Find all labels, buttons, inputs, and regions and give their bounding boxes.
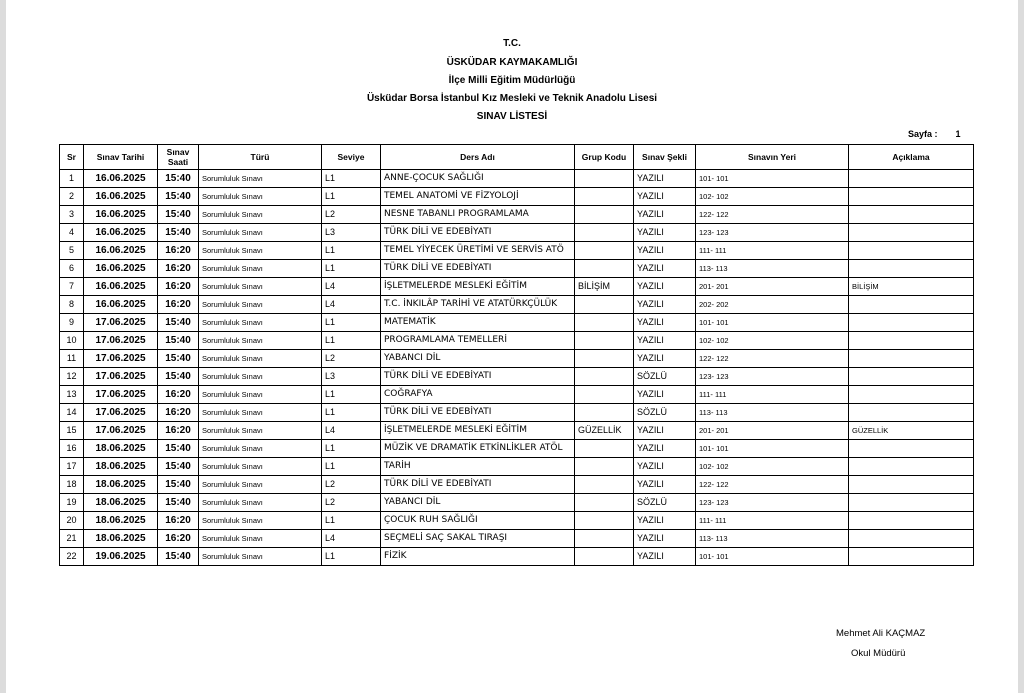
cell-grup-kodu xyxy=(575,476,634,494)
col-grup-kodu: Grup Kodu xyxy=(575,145,634,170)
col-sinav-sekli: Sınav Şekli xyxy=(634,145,696,170)
cell-turu: Sorumluluk Sınavı xyxy=(199,422,322,440)
table-row xyxy=(60,386,974,404)
cell-sr: 9 xyxy=(60,314,84,332)
cell-grup-kodu xyxy=(575,548,634,566)
header-list-title: SINAV LİSTESİ xyxy=(476,111,548,122)
cell-sinav-saati: 16:20 xyxy=(158,296,199,314)
cell-sinavin-yeri: 101- 101 xyxy=(696,548,849,566)
cell-turu: Sorumluluk Sınavı xyxy=(199,440,322,458)
cell-sinavin-yeri: 122- 122 xyxy=(696,206,849,224)
cell-sinav-tarihi: 16.06.2025 xyxy=(84,278,158,296)
cell-aciklama: BİLİŞİM xyxy=(849,278,974,296)
cell-sinav-saati: 15:40 xyxy=(158,548,199,566)
cell-sinav-saati: 16:20 xyxy=(158,422,199,440)
cell-sr: 22 xyxy=(60,548,84,566)
cell-aciklama xyxy=(849,386,974,404)
cell-sinav-tarihi: 17.06.2025 xyxy=(84,404,158,422)
cell-sinav-tarihi: 16.06.2025 xyxy=(84,206,158,224)
cell-sr: 2 xyxy=(60,188,84,206)
cell-sinav-sekli: YAZILI xyxy=(634,206,696,224)
cell-sinav-tarihi: 18.06.2025 xyxy=(84,440,158,458)
cell-sr: 13 xyxy=(60,386,84,404)
cell-sr: 14 xyxy=(60,404,84,422)
cell-grup-kodu xyxy=(575,206,634,224)
table-row xyxy=(60,422,974,440)
cell-sinav-sekli: YAZILI xyxy=(634,332,696,350)
cell-sr: 11 xyxy=(60,350,84,368)
cell-ders-adi: YABANCI DİL xyxy=(381,494,575,512)
cell-sinav-sekli: YAZILI xyxy=(634,170,696,188)
cell-sinav-tarihi: 17.06.2025 xyxy=(84,332,158,350)
cell-sr: 10 xyxy=(60,332,84,350)
cell-seviye: L1 xyxy=(322,242,381,260)
cell-aciklama xyxy=(849,368,974,386)
cell-sinav-saati: 16:20 xyxy=(158,260,199,278)
cell-sinav-saati: 15:40 xyxy=(158,206,199,224)
cell-turu: Sorumluluk Sınavı xyxy=(199,368,322,386)
cell-turu: Sorumluluk Sınavı xyxy=(199,494,322,512)
cell-grup-kodu xyxy=(575,494,634,512)
col-sinavin-yeri: Sınavın Yeri xyxy=(696,145,849,170)
cell-sinav-tarihi: 17.06.2025 xyxy=(84,386,158,404)
cell-sinav-saati: 15:40 xyxy=(158,458,199,476)
cell-ders-adi: SEÇMELİ SAÇ SAKAL TIRAŞI xyxy=(381,530,575,548)
cell-grup-kodu: BİLİŞİM xyxy=(575,278,634,296)
cell-aciklama xyxy=(849,242,974,260)
cell-ders-adi: TÜRK DİLİ VE EDEBİYATI xyxy=(381,224,575,242)
cell-aciklama xyxy=(849,548,974,566)
table-row xyxy=(60,512,974,530)
cell-ders-adi: TEMEL ANATOMİ VE FİZYOLOJİ xyxy=(381,188,575,206)
cell-sinav-sekli: SÖZLÜ xyxy=(634,404,696,422)
cell-seviye: L1 xyxy=(322,260,381,278)
cell-sinav-tarihi: 18.06.2025 xyxy=(84,530,158,548)
cell-sinav-saati: 16:20 xyxy=(158,512,199,530)
cell-seviye: L1 xyxy=(322,548,381,566)
cell-turu: Sorumluluk Sınavı xyxy=(199,188,322,206)
cell-sr: 17 xyxy=(60,458,84,476)
cell-turu: Sorumluluk Sınavı xyxy=(199,476,322,494)
cell-turu: Sorumluluk Sınavı xyxy=(199,242,322,260)
cell-sinavin-yeri: 113- 113 xyxy=(696,260,849,278)
cell-grup-kodu xyxy=(575,386,634,404)
header-tc: T.C. xyxy=(503,38,521,49)
cell-sinav-sekli: YAZILI xyxy=(634,242,696,260)
cell-seviye: L1 xyxy=(322,314,381,332)
table-row xyxy=(60,260,974,278)
cell-turu: Sorumluluk Sınavı xyxy=(199,206,322,224)
cell-sr: 8 xyxy=(60,296,84,314)
table-row xyxy=(60,548,974,566)
cell-sr: 21 xyxy=(60,530,84,548)
cell-sinav-tarihi: 19.06.2025 xyxy=(84,548,158,566)
cell-aciklama xyxy=(849,296,974,314)
cell-ders-adi: MÜZİK VE DRAMATİK ETKİNLİKLER ATÖL xyxy=(381,440,575,458)
cell-sr: 12 xyxy=(60,368,84,386)
cell-grup-kodu xyxy=(575,314,634,332)
cell-sr: 4 xyxy=(60,224,84,242)
page-number-label xyxy=(908,129,961,139)
cell-grup-kodu xyxy=(575,368,634,386)
cell-sinavin-yeri: 111- 111 xyxy=(696,242,849,260)
cell-sr: 1 xyxy=(60,170,84,188)
cell-grup-kodu xyxy=(575,224,634,242)
cell-ders-adi: ÇOCUK RUH SAĞLIĞI xyxy=(381,512,575,530)
cell-seviye: L1 xyxy=(322,458,381,476)
cell-sinavin-yeri: 201- 201 xyxy=(696,422,849,440)
cell-sinav-tarihi: 16.06.2025 xyxy=(84,296,158,314)
cell-grup-kodu xyxy=(575,296,634,314)
cell-seviye: L1 xyxy=(322,440,381,458)
cell-sinavin-yeri: 101- 101 xyxy=(696,170,849,188)
cell-sinav-saati: 15:40 xyxy=(158,350,199,368)
cell-sinav-sekli: YAZILI xyxy=(634,188,696,206)
cell-sinav-tarihi: 17.06.2025 xyxy=(84,368,158,386)
cell-sinav-saati: 15:40 xyxy=(158,494,199,512)
cell-aciklama xyxy=(849,332,974,350)
cell-sinavin-yeri: 113- 113 xyxy=(696,404,849,422)
cell-ders-adi: TÜRK DİLİ VE EDEBİYATI xyxy=(381,476,575,494)
table-row xyxy=(60,278,974,296)
cell-grup-kodu xyxy=(575,350,634,368)
cell-turu: Sorumluluk Sınavı xyxy=(199,548,322,566)
cell-ders-adi: TÜRK DİLİ VE EDEBİYATI xyxy=(381,260,575,278)
cell-sinav-sekli: YAZILI xyxy=(634,224,696,242)
cell-turu: Sorumluluk Sınavı xyxy=(199,296,322,314)
cell-sinav-sekli: YAZILI xyxy=(634,458,696,476)
table-row xyxy=(60,332,974,350)
table-row xyxy=(60,530,974,548)
cell-grup-kodu xyxy=(575,188,634,206)
cell-seviye: L3 xyxy=(322,368,381,386)
cell-sinav-sekli: YAZILI xyxy=(634,278,696,296)
cell-sinav-saati: 15:40 xyxy=(158,368,199,386)
cell-sinav-saati: 15:40 xyxy=(158,170,199,188)
cell-sinav-sekli: SÖZLÜ xyxy=(634,494,696,512)
table-row xyxy=(60,188,974,206)
cell-sinavin-yeri: 113- 113 xyxy=(696,530,849,548)
cell-aciklama xyxy=(849,260,974,278)
cell-sinav-saati: 15:40 xyxy=(158,224,199,242)
cell-sinav-saati: 15:40 xyxy=(158,476,199,494)
col-aciklama: Açıklama xyxy=(849,145,974,170)
cell-sinavin-yeri: 102- 102 xyxy=(696,188,849,206)
cell-sinav-tarihi: 18.06.2025 xyxy=(84,512,158,530)
cell-ders-adi: TÜRK DİLİ VE EDEBİYATI xyxy=(381,368,575,386)
cell-sinavin-yeri: 122- 122 xyxy=(696,350,849,368)
cell-sr: 18 xyxy=(60,476,84,494)
cell-turu: Sorumluluk Sınavı xyxy=(199,350,322,368)
cell-sinav-tarihi: 17.06.2025 xyxy=(84,350,158,368)
cell-sinav-tarihi: 18.06.2025 xyxy=(84,458,158,476)
cell-ders-adi: PROGRAMLAMA TEMELLERİ xyxy=(381,332,575,350)
cell-sinav-sekli: YAZILI xyxy=(634,350,696,368)
cell-aciklama xyxy=(849,314,974,332)
cell-sinavin-yeri: 102- 102 xyxy=(696,458,849,476)
cell-sinavin-yeri: 102- 102 xyxy=(696,332,849,350)
cell-sinav-sekli: YAZILI xyxy=(634,548,696,566)
cell-seviye: L1 xyxy=(322,404,381,422)
cell-sinav-saati: 16:20 xyxy=(158,242,199,260)
page-label: Sayfa : xyxy=(908,129,938,139)
cell-sinav-sekli: SÖZLÜ xyxy=(634,368,696,386)
cell-sinav-saati: 16:20 xyxy=(158,278,199,296)
cell-turu: Sorumluluk Sınavı xyxy=(199,512,322,530)
cell-grup-kodu xyxy=(575,512,634,530)
cell-sinavin-yeri: 111- 111 xyxy=(696,386,849,404)
cell-sinav-saati: 15:40 xyxy=(158,440,199,458)
cell-grup-kodu xyxy=(575,332,634,350)
cell-sinav-saati: 15:40 xyxy=(158,314,199,332)
cell-sinavin-yeri: 111- 111 xyxy=(696,512,849,530)
table-header-row xyxy=(60,145,974,170)
col-ders-adi: Ders Adı xyxy=(381,145,575,170)
header-school: Üsküdar Borsa İstanbul Kız Mesleki ve Teknik Anadolu Lisesi xyxy=(366,93,658,104)
cell-seviye: L1 xyxy=(322,386,381,404)
cell-sinav-saati: 16:20 xyxy=(158,530,199,548)
table-row xyxy=(60,242,974,260)
cell-aciklama xyxy=(849,224,974,242)
cell-seviye: L4 xyxy=(322,296,381,314)
cell-sinavin-yeri: 123- 123 xyxy=(696,494,849,512)
cell-turu: Sorumluluk Sınavı xyxy=(199,278,322,296)
cell-sinavin-yeri: 101- 101 xyxy=(696,314,849,332)
table-row xyxy=(60,314,974,332)
cell-turu: Sorumluluk Sınavı xyxy=(199,458,322,476)
cell-grup-kodu xyxy=(575,260,634,278)
cell-grup-kodu xyxy=(575,530,634,548)
cell-turu: Sorumluluk Sınavı xyxy=(199,530,322,548)
table-row xyxy=(60,170,974,188)
cell-ders-adi: T.C. İNKILÂP TARİHİ VE ATATÜRKÇÜLÜK xyxy=(381,296,575,314)
cell-sinav-tarihi: 16.06.2025 xyxy=(84,242,158,260)
cell-sinavin-yeri: 123- 123 xyxy=(696,368,849,386)
cell-sinavin-yeri: 123- 123 xyxy=(696,224,849,242)
cell-turu: Sorumluluk Sınavı xyxy=(199,170,322,188)
signature-title: Okul Müdürü xyxy=(851,648,906,659)
cell-seviye: L2 xyxy=(322,476,381,494)
cell-turu: Sorumluluk Sınavı xyxy=(199,314,322,332)
cell-seviye: L4 xyxy=(322,278,381,296)
cell-seviye: L3 xyxy=(322,224,381,242)
table-row xyxy=(60,350,974,368)
col-sr: Sr xyxy=(60,145,84,170)
table-row xyxy=(60,458,974,476)
cell-sinav-sekli: YAZILI xyxy=(634,260,696,278)
cell-sinav-saati: 15:40 xyxy=(158,188,199,206)
cell-seviye: L4 xyxy=(322,422,381,440)
cell-sinav-tarihi: 18.06.2025 xyxy=(84,494,158,512)
cell-sinav-sekli: YAZILI xyxy=(634,296,696,314)
col-turu: Türü xyxy=(199,145,322,170)
header-kaymakamlik: ÜSKÜDAR KAYMAKAMLIĞI xyxy=(446,57,578,68)
cell-sinav-tarihi: 18.06.2025 xyxy=(84,476,158,494)
cell-aciklama xyxy=(849,188,974,206)
cell-sinav-tarihi: 17.06.2025 xyxy=(84,422,158,440)
cell-sinav-sekli: YAZILI xyxy=(634,530,696,548)
cell-sinav-sekli: YAZILI xyxy=(634,440,696,458)
cell-sinav-tarihi: 16.06.2025 xyxy=(84,224,158,242)
cell-grup-kodu: GÜZELLİK xyxy=(575,422,634,440)
cell-ders-adi: ANNE-ÇOCUK SAĞLIĞI xyxy=(381,170,575,188)
cell-seviye: L1 xyxy=(322,512,381,530)
cell-sinavin-yeri: 201- 201 xyxy=(696,278,849,296)
table-row xyxy=(60,296,974,314)
cell-aciklama xyxy=(849,170,974,188)
cell-ders-adi: TEMEL YİYECEK ÜRETİMİ VE SERVİS ATÖ xyxy=(381,242,575,260)
header-mudurluk: İlçe Milli Eğitim Müdürlüğü xyxy=(448,75,576,86)
cell-sinav-sekli: YAZILI xyxy=(634,476,696,494)
cell-aciklama xyxy=(849,350,974,368)
table-row xyxy=(60,476,974,494)
table-row xyxy=(60,368,974,386)
cell-sr: 19 xyxy=(60,494,84,512)
cell-aciklama xyxy=(849,404,974,422)
cell-turu: Sorumluluk Sınavı xyxy=(199,332,322,350)
cell-turu: Sorumluluk Sınavı xyxy=(199,224,322,242)
cell-sinav-sekli: YAZILI xyxy=(634,422,696,440)
cell-aciklama xyxy=(849,206,974,224)
cell-grup-kodu xyxy=(575,458,634,476)
cell-ders-adi: YABANCI DİL xyxy=(381,350,575,368)
table-row xyxy=(60,494,974,512)
table-row xyxy=(60,404,974,422)
cell-sinav-tarihi: 16.06.2025 xyxy=(84,260,158,278)
cell-sr: 3 xyxy=(60,206,84,224)
cell-seviye: L1 xyxy=(322,332,381,350)
cell-aciklama xyxy=(849,458,974,476)
cell-turu: Sorumluluk Sınavı xyxy=(199,386,322,404)
cell-aciklama xyxy=(849,476,974,494)
col-sinav-tarihi: Sınav Tarihi xyxy=(84,145,158,170)
cell-sinavin-yeri: 101- 101 xyxy=(696,440,849,458)
cell-grup-kodu xyxy=(575,404,634,422)
table-row xyxy=(60,206,974,224)
cell-sr: 7 xyxy=(60,278,84,296)
cell-aciklama xyxy=(849,530,974,548)
cell-sinav-tarihi: 17.06.2025 xyxy=(84,314,158,332)
cell-sinav-tarihi: 16.06.2025 xyxy=(84,188,158,206)
table-row xyxy=(60,224,974,242)
cell-ders-adi: NESNE TABANLI PROGRAMLAMA xyxy=(381,206,575,224)
cell-sr: 20 xyxy=(60,512,84,530)
cell-ders-adi: TÜRK DİLİ VE EDEBİYATI xyxy=(381,404,575,422)
cell-ders-adi: İŞLETMELERDE MESLEKİ EĞİTİM xyxy=(381,422,575,440)
cell-turu: Sorumluluk Sınavı xyxy=(199,260,322,278)
cell-grup-kodu xyxy=(575,170,634,188)
cell-sinav-sekli: YAZILI xyxy=(634,386,696,404)
cell-sinavin-yeri: 122- 122 xyxy=(696,476,849,494)
cell-aciklama: GÜZELLİK xyxy=(849,422,974,440)
cell-ders-adi: COĞRAFYA xyxy=(381,386,575,404)
cell-seviye: L1 xyxy=(322,170,381,188)
cell-grup-kodu xyxy=(575,242,634,260)
cell-ders-adi: İŞLETMELERDE MESLEKİ EĞİTİM xyxy=(381,278,575,296)
cell-grup-kodu xyxy=(575,440,634,458)
table-row xyxy=(60,440,974,458)
cell-sinavin-yeri: 202- 202 xyxy=(696,296,849,314)
cell-seviye: L4 xyxy=(322,530,381,548)
cell-sr: 6 xyxy=(60,260,84,278)
cell-sr: 5 xyxy=(60,242,84,260)
cell-aciklama xyxy=(849,512,974,530)
cell-sr: 15 xyxy=(60,422,84,440)
col-seviye: Seviye xyxy=(322,145,381,170)
signature-name: Mehmet Ali KAÇMAZ xyxy=(836,628,926,639)
cell-seviye: L2 xyxy=(322,494,381,512)
cell-aciklama xyxy=(849,494,974,512)
cell-ders-adi: FİZİK xyxy=(381,548,575,566)
cell-ders-adi: MATEMATİK xyxy=(381,314,575,332)
col-sinav-saati: Sınav Saati xyxy=(158,145,199,170)
cell-sinav-saati: 16:20 xyxy=(158,404,199,422)
cell-sr: 16 xyxy=(60,440,84,458)
page-number: 1 xyxy=(955,129,961,139)
cell-seviye: L1 xyxy=(322,188,381,206)
cell-sinav-tarihi: 16.06.2025 xyxy=(84,170,158,188)
cell-sinav-sekli: YAZILI xyxy=(634,314,696,332)
cell-sinav-saati: 15:40 xyxy=(158,332,199,350)
cell-seviye: L2 xyxy=(322,350,381,368)
exam-table xyxy=(59,144,974,566)
cell-sinav-saati: 16:20 xyxy=(158,386,199,404)
cell-ders-adi: TARİH xyxy=(381,458,575,476)
cell-sinav-sekli: YAZILI xyxy=(634,512,696,530)
cell-turu: Sorumluluk Sınavı xyxy=(199,404,322,422)
cell-aciklama xyxy=(849,440,974,458)
cell-seviye: L2 xyxy=(322,206,381,224)
